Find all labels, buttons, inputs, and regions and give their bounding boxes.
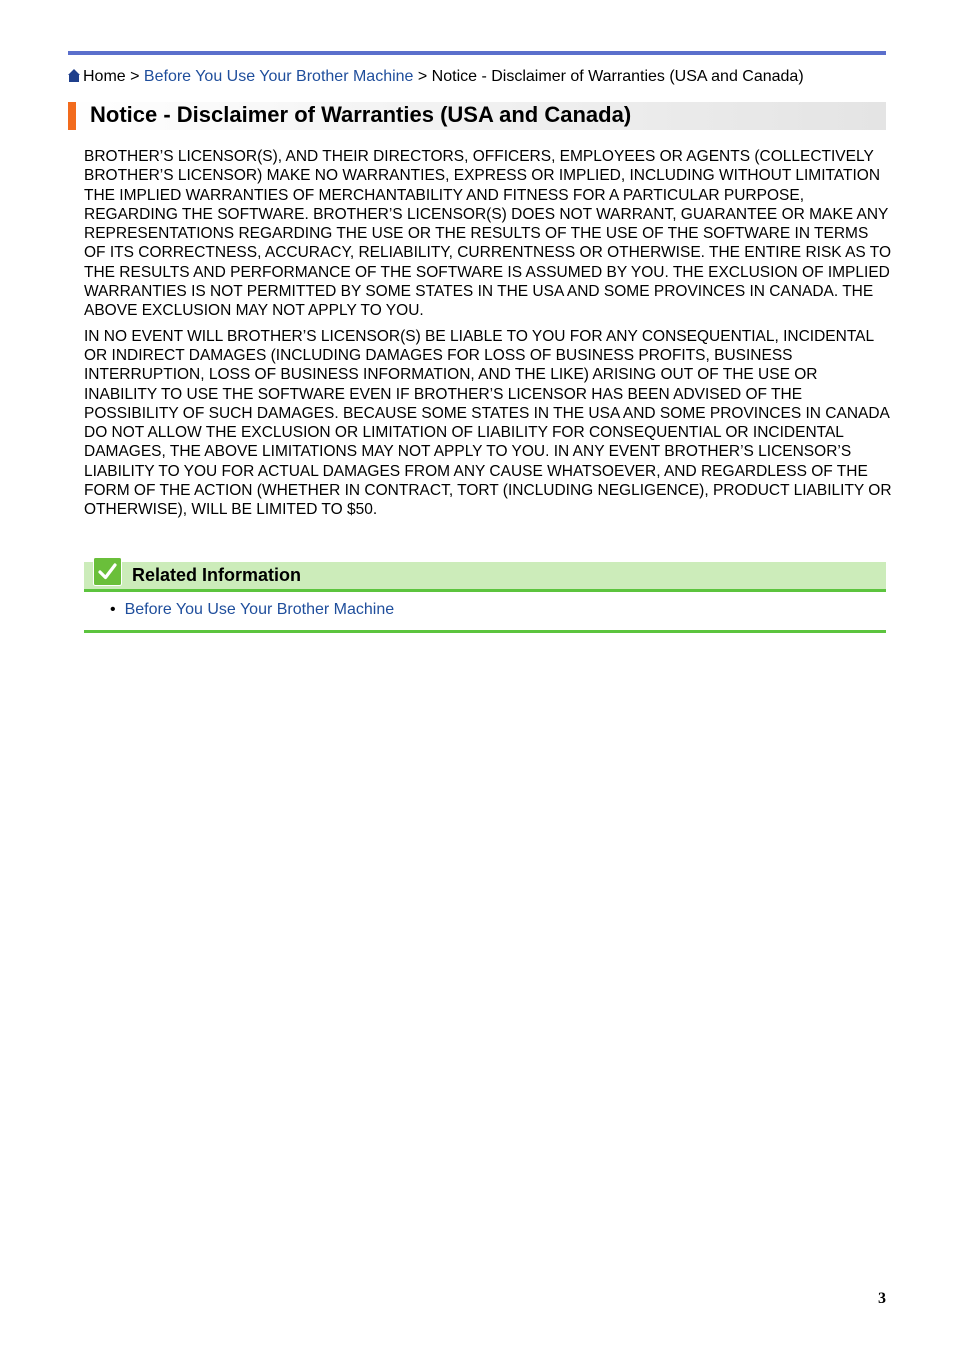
paragraph: IN NO EVENT WILL BROTHER’S LICENSOR(S) BE LIABLE TO YOU FOR ANY CONSEQUENTIAL, INCIDENTAL OR INDIRECT DAMAGES (INCLUDING DAMAGES FOR LOSS OF BUSINESS PROFITS, BUSINESS INTERRUPTION, LOSS OF BUSINESS INFORMATION, AND THE LIKE) ARISING OUT OF THE USE OR INABILITY TO USE THE SOFTWARE EVEN IF BROTHER’S LICENSOR HAS BEEN ADVISED OF THE POSSIBILITY OF SUCH DAMAGES. BECAUSE SOME STATES IN THE USA AND SOME PROVINCES IN CANADA DO NOT ALLOW THE EXCLUSION OR LIMITATION OF LIABILITY FOR CONSEQUENTIAL OR INCIDENTAL DAMAGES, THE ABOVE LIMITATIONS MAY NOT APPLY TO YOU. IN ANY EVENT BROTHER’S LICENSOR’S LIABILITY TO YOU FOR ACTUAL DAMAGES FROM ANY CAUSE WHATSOEVER, AND REGARDLESS OF THE FORM OF THE ACTION (WHETHER IN CONTRACT, TORT (INCLUDING NEGLIGENCE), PRODUCT LIABILITY OR OTHERWISE), WILL BE LIMITED TO $50. — [84, 327, 892, 519]
disclaimer-body — [84, 147, 892, 526]
check-icon — [93, 557, 122, 586]
home-icon — [68, 69, 80, 82]
paragraph: BROTHER’S LICENSOR(S), AND THEIR DIRECTORS, OFFICERS, EMPLOYEES OR AGENTS (COLLECTIVELY BROTHER’S LICENSOR) MAKE NO WARRANTIES, EXPRESS OR IMPLIED, INCLUDING WITHOUT LIMITATION THE IMPLIED WARRANTIES OF MERCHANTABILITY AND FITNESS FOR A PARTICULAR PURPOSE, REGARDING THE SOFTWARE. BROTHER’S LICENSOR(S) DOES NOT WARRANT, GUARANTEE OR MAKE ANY REPRESENTATIONS REGARDING THE USE OR THE RESULTS OF THE USE OF THE SOFTWARE IN TERMS OF ITS CORRECTNESS, ACCURACY, RELIABILITY, CURRENTNESS OR OTHERWISE. THE ENTIRE RISK AS TO THE RESULTS AND PERFORMANCE OF THE SOFTWARE IS ASSUMED BY YOU. THE EXCLUSION OF IMPLIED WARRANTIES IS NOT PERMITTED BY SOME STATES IN THE USA AND SOME PROVINCES IN CANADA. THE ABOVE EXCLUSION MAY NOT APPLY TO YOU. — [84, 148, 892, 320]
related-links — [84, 592, 886, 633]
page-number: 3 — [878, 1290, 886, 1307]
top-rule — [68, 51, 886, 55]
related-information — [84, 562, 886, 633]
related-information-heading: Related Information — [132, 565, 302, 585]
breadcrumb-separator: > — [125, 68, 144, 85]
list-item — [110, 600, 886, 620]
related-link-before-you-use[interactable]: Before You Use Your Brother Machine — [124, 601, 395, 618]
title-accent — [68, 102, 76, 130]
breadcrumb-link-before-you-use[interactable]: Before You Use Your Brother Machine — [143, 68, 414, 85]
breadcrumb-home[interactable]: Home — [83, 68, 126, 85]
bullet: • — [110, 601, 116, 618]
breadcrumb — [68, 67, 886, 87]
breadcrumb-current: Notice - Disclaimer of Warranties (USA and Canada) — [431, 68, 804, 85]
page-title-bar — [68, 102, 886, 130]
breadcrumb-separator: > — [413, 68, 432, 85]
page-title: Notice - Disclaimer of Warranties (USA and Canada) — [90, 102, 632, 127]
related-information-header — [84, 562, 886, 592]
